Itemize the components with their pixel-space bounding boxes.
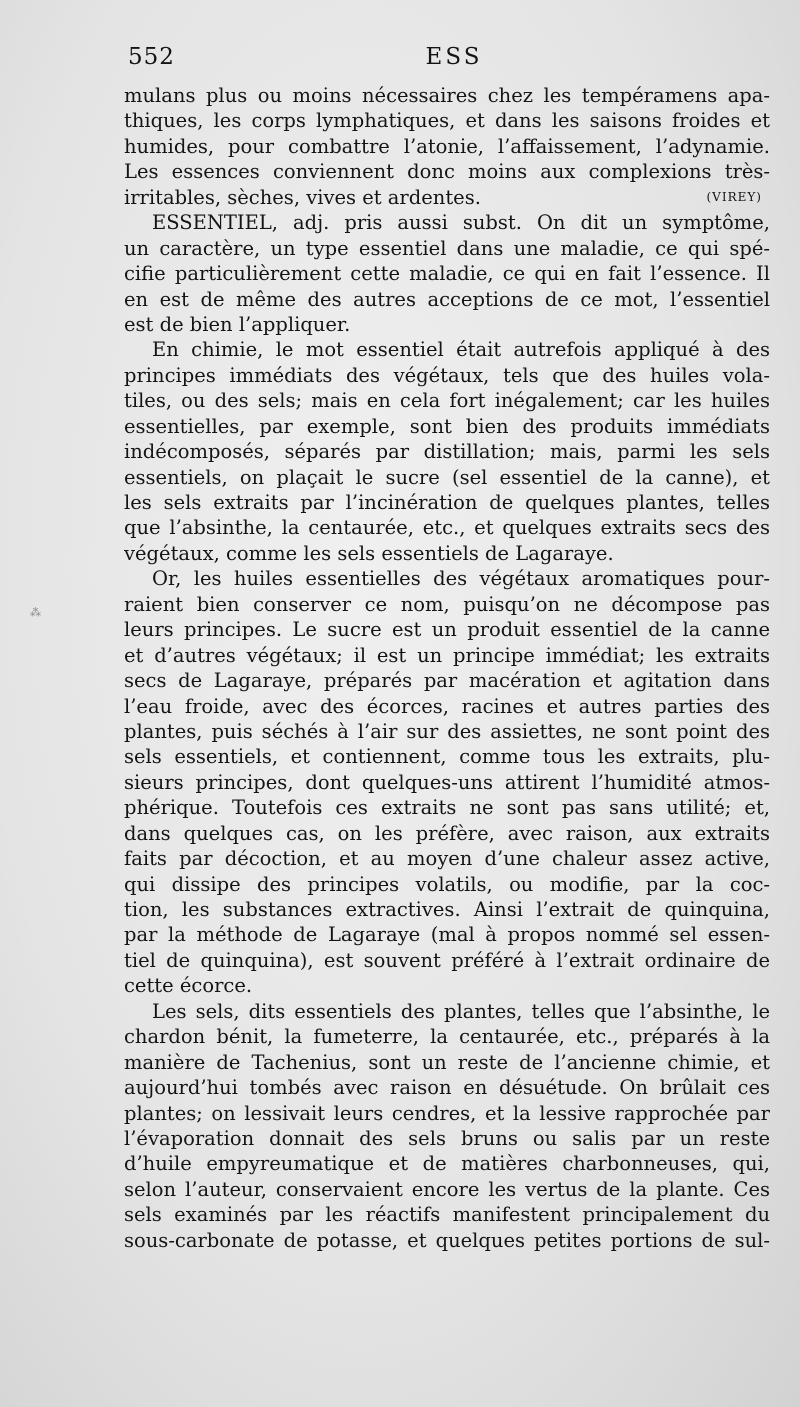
text-line: les sels extraits par l’incinération de quelques plantes, telles — [124, 491, 770, 514]
author-signature: (VIREY) — [706, 189, 762, 204]
text-line: phérique. Toutefois ces extraits ne sont pas sans utilité; et, — [124, 796, 770, 820]
text-line: plantes; on lessivait leurs cendres, et la lessive rapprochée par — [124, 1101, 770, 1125]
text-line: par la méthode de Lagaraye (mal à propos nommé sel essen- — [124, 923, 770, 947]
text-line: un caractère, un type essentiel dans une maladie, ce qui spé- — [124, 236, 770, 260]
text-line: sieurs principes, dont quelques-uns attirent l’humidité atmos- — [124, 770, 770, 794]
text-line: leurs principes. Le sucre est un produit essentiel de la canne — [124, 618, 770, 642]
text-line: l’eau froide, avec des écorces, racines et autres parties des — [124, 694, 770, 718]
text-line: Or, les huiles essentielles des végétaux aromatiques pour- — [152, 567, 770, 591]
text-line: en est de même des autres acceptions de ce mot, l’essentiel — [124, 287, 770, 311]
text-line: végétaux, comme les sels essentiels de Lagaraye. — [124, 541, 614, 565]
text-line: qui dissipe des principes volatils, ou modifie, par la coc- — [124, 872, 770, 896]
text-line: secs de Lagaraye, préparés par macération et agitation dans — [124, 669, 770, 693]
text-line: humides, pour combattre l’atonie, l’affaissement, l’adynamie. — [124, 134, 770, 158]
text-line: tiel de quinquina), est souvent préféré à l’extrait ordinaire de — [124, 948, 770, 972]
text-line: plantes, puis séchés à l’air sur des assiettes, ne sont point des — [124, 719, 770, 743]
text-line: indécomposés, séparés par distillation; mais, parmi les sels — [124, 440, 770, 464]
text-line: tiles, ou des sels; mais en cela fort inégalement; car les huiles — [124, 389, 770, 413]
margin-mark: ⁂ — [30, 606, 41, 619]
page-header — [128, 44, 760, 78]
entry-heading-line: ESSENTIEL, adj. pris aussi subst. On dit un symptôme, — [152, 211, 770, 235]
text-line: et d’autres végétaux; il est un principe immédiat; les extraits — [124, 643, 770, 667]
text-line: sels essentiels, et contiennent, comme tous les extraits, plu- — [124, 745, 770, 769]
body-text — [124, 83, 770, 1253]
text-line: manière de Tachenius, sont un reste de l’ancienne chimie, et — [124, 1050, 770, 1074]
text-line: que l’absinthe, la centaurée, etc., et quelques extraits secs des — [124, 516, 770, 540]
text-line: d’huile empyreumatique et de matières charbonneuses, qui, — [124, 1152, 770, 1176]
text-line: cette écorce. — [124, 974, 253, 998]
text-line: dans quelques cas, on les préfère, avec raison, aux extraits — [124, 821, 770, 845]
text-line: mulans plus ou moins nécessaires chez les tempéramens apa- — [124, 84, 770, 107]
text-line: Les sels, dits essentiels des plantes, telles que l’absinthe, le — [152, 999, 770, 1023]
text-line: sous-carbonate de potasse, et quelques petites portions de sul- — [124, 1228, 770, 1252]
text-line: irritables, sèches, vives et ardentes. — [124, 185, 481, 209]
text-line: cifie particulièrement cette maladie, ce qui en fait l’essence. Il — [124, 262, 770, 286]
text-line: sels examinés par les réactifs manifestent principalement du — [124, 1203, 770, 1227]
text-line: thiques, les corps lymphatiques, et dans les saisons froides et — [124, 109, 770, 133]
text-line-with-author — [124, 185, 770, 210]
text-line: aujourd’hui tombés avec raison en désuétude. On brûlait ces — [124, 1076, 770, 1100]
page-number: 552 — [128, 44, 175, 70]
text-line: essentiels, on plaçait le sucre (sel essentiel de la canne), et — [124, 465, 770, 489]
text-line: chardon bénit, la fumeterre, la centaurée, etc., préparés à la — [124, 1025, 770, 1049]
text-line: est de bien l’appliquer. — [124, 312, 351, 336]
text-line: Les essences conviennent donc moins aux complexions très- — [124, 160, 770, 184]
text-line: En chimie, le mot essentiel était autrefois appliqué à des — [152, 338, 770, 362]
running-head: ESS — [425, 44, 483, 70]
text-line: raient bien conserver ce nom, puisqu’on ne décompose pas — [124, 592, 770, 616]
text-line: faits par décoction, et au moyen d’une chaleur assez active, — [124, 847, 770, 871]
text-line: tion, les substances extractives. Ainsi l’extrait de quinquina, — [124, 898, 770, 921]
text-line: principes immédiats des végétaux, tels que des huiles vola- — [124, 363, 770, 387]
text-line: selon l’auteur, conservaient encore les vertus de la plante. Ces — [124, 1177, 770, 1201]
text-line: l’évaporation donnait des sels bruns ou salis par un reste — [124, 1126, 770, 1150]
text-line: essentielles, par exemple, sont bien des produits immédiats — [124, 414, 770, 438]
